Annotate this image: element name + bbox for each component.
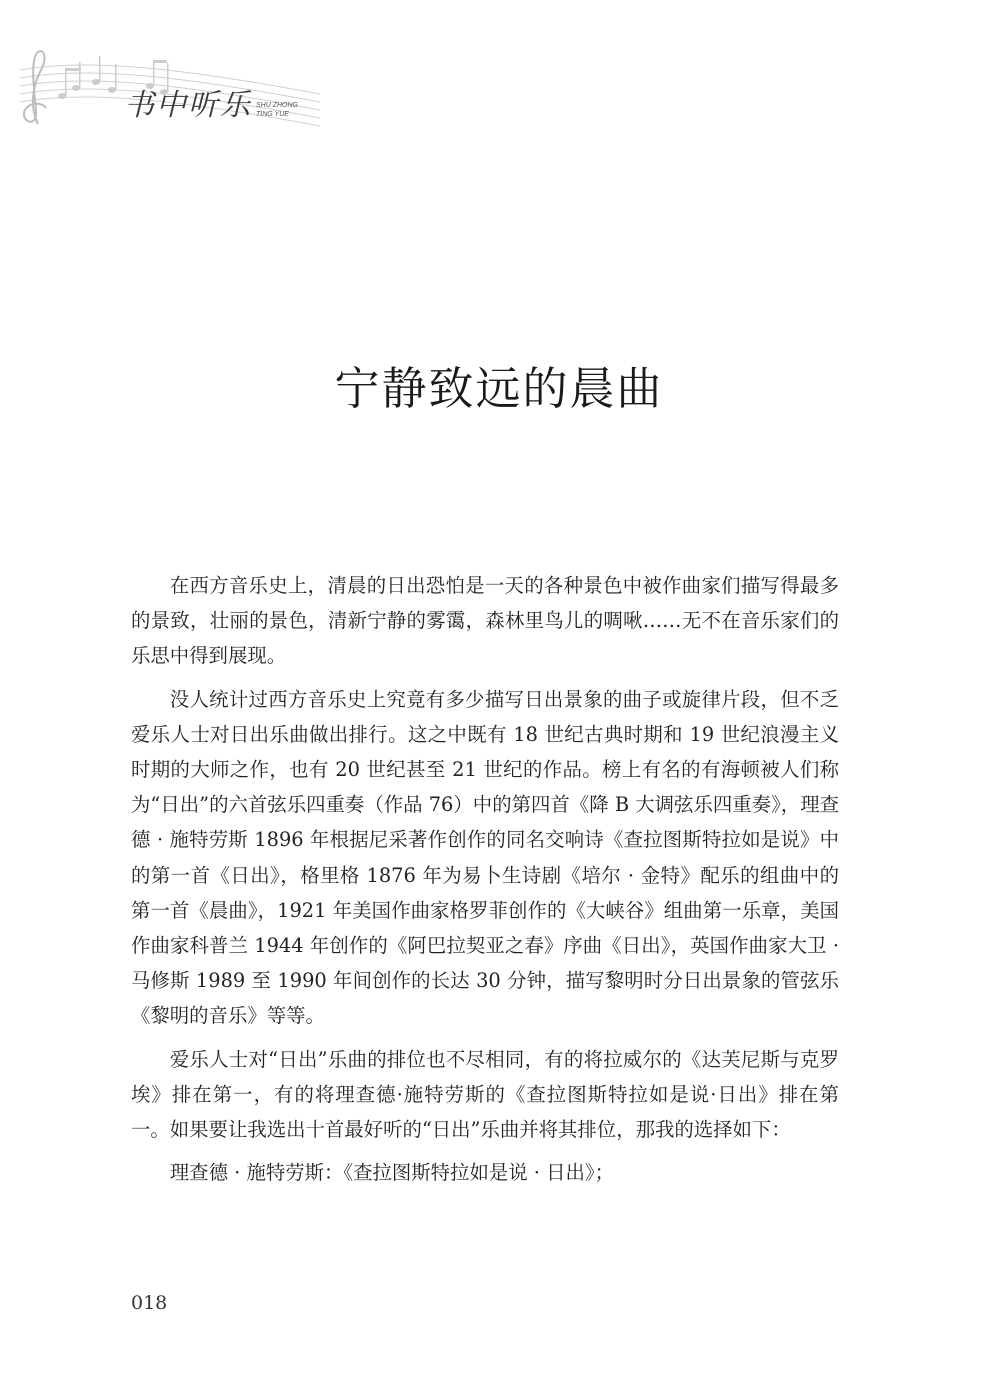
running-header	[0, 0, 998, 170]
page-number: 018	[131, 1292, 168, 1314]
header-pinyin-line1: SHU ZHONG	[256, 102, 298, 109]
paragraph-1: 在西方音乐史上，清晨的日出恐怕是一天的各种景色中被作曲家们描写得最多的景致，壮丽的景色，清新宁静的雾霭，森林里鸟儿的啁啾……无不在音乐家们的乐思中得到展现。	[131, 574, 839, 668]
header-title: 书中听乐	[124, 88, 252, 123]
paragraph-4: 理查德 · 施特劳斯：《查拉图斯特拉如是说 · 日出》；	[169, 1161, 614, 1185]
paragraph-3: 爱乐人士对“日出”乐曲的排位也不尽相同，有的将拉威尔的《达芙尼斯与克罗埃》排在第一，有的将理查德·施特劳斯的《查拉图斯特拉如是说·日出》排在第一。如果要让我选出十首最好听的“日出”乐曲并将其排位，那我的选择如下：	[131, 1047, 839, 1142]
header-pinyin-line2: TING YUE	[256, 111, 289, 118]
header-pinyin	[256, 101, 316, 119]
page-title: 宁静致远的晨曲	[334, 362, 664, 415]
paragraph-2: 没人统计过西方音乐史上究竟有多少描写日出景象的曲子或旋律片段，但不乏爱乐人士对日出乐曲做出排行。这之中既有 18 世纪古典时期和 19 世纪浪漫主义时期的大师之作，也有 20 世纪甚至 21 世纪的作品。榜上有名的有海顿被人们称为“日出”的六首弦乐四重奏（作品 76）中的第四首《降 B 大调弦乐四重奏》，理查德 · 施特劳斯 1896 年根据尼采著作创作的同名交响诗《查拉图斯特拉如是说》中的第一首《日出》，格里格 1876 年为易卜生诗剧《培尔 · 金特》配乐的组曲中的第一首《晨曲》，1921 年美国作曲家格罗菲创作的《大峡谷》组曲第一乐章，美国作曲家科普兰 1944 年创作的《阿巴拉契亚之春》序曲《日出》，英国作曲家大卫 · 马修斯 1989 至 1990 年间创作的长达 30 分钟，描写黎明时分日出景象的管弦乐《黎明的音乐》等等。	[131, 687, 839, 1028]
body-text	[131, 568, 839, 1198]
